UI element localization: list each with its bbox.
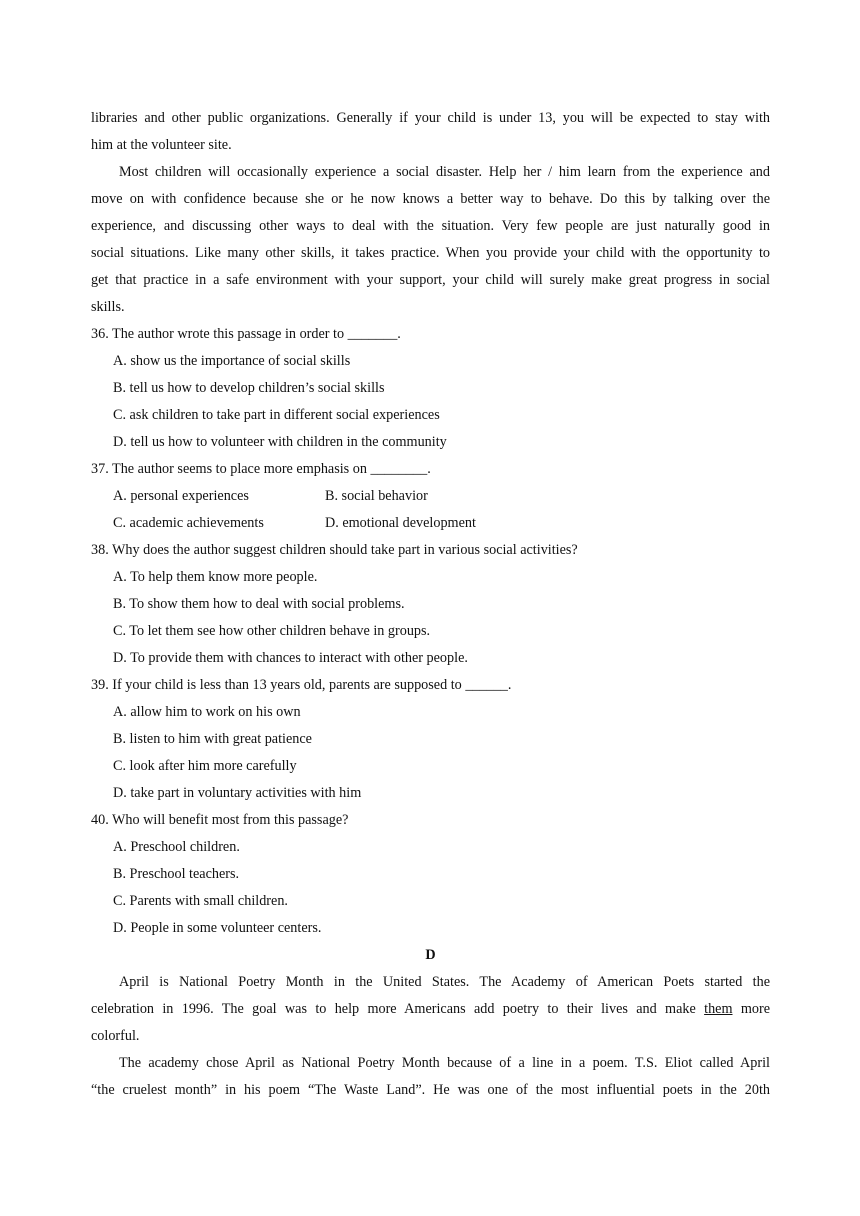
answer-option: A. Preschool children.: [113, 839, 240, 855]
answer-option: A. To help them know more people.: [113, 569, 318, 585]
answer-option: B. Preschool teachers.: [113, 866, 240, 882]
answer-option: B. tell us how to develop children’s social skills: [113, 380, 385, 396]
paragraph-line: him at the volunteer site.: [91, 137, 232, 153]
answer-option: C. academic achievements: [113, 515, 264, 531]
paragraph-line: [91, 996, 770, 1023]
answer-option: C. To let them see how other children behave in groups.: [113, 623, 431, 639]
question-37: [91, 456, 770, 537]
paragraph-line: social situations. Like many other skills, it takes practice. When you provide your child with the opportunity to: [91, 245, 770, 261]
paragraph-line: colorful.: [91, 1028, 140, 1044]
answer-option: C. Parents with small children.: [113, 893, 288, 909]
answer-option: C. look after him more carefully: [113, 758, 297, 774]
paragraph-line: move on with confidence because she or he now knows a better way to behave. Do this by talking over the: [91, 191, 770, 207]
section-heading: D: [425, 947, 436, 963]
answer-option: B. To show them how to deal with social problems.: [113, 596, 405, 612]
question-stem: 36. The author wrote this passage in order to _______.: [91, 326, 401, 342]
question-40: [91, 807, 770, 942]
answer-option: D. People in some volunteer centers.: [113, 920, 322, 936]
question-stem: 40. Who will benefit most from this passage?: [91, 812, 349, 828]
paragraph-line: skills.: [91, 299, 125, 315]
paragraph-line: April is National Poetry Month in the United States. The Academy of American Poets started the: [119, 974, 770, 990]
paragraph-line: experience, and discussing other ways to deal with the situation. Very few people are just naturally good in: [91, 218, 770, 234]
document-page: [91, 105, 770, 1104]
question-38: [91, 537, 770, 672]
underlined-word: them: [704, 1001, 733, 1017]
paragraph-line: get that practice in a safe environment with your support, your child will surely make great progress in social: [91, 272, 770, 288]
question-stem: 37. The author seems to place more emphasis on ________.: [91, 461, 431, 477]
answer-option: A. allow him to work on his own: [113, 704, 301, 720]
answer-option-row: [91, 510, 770, 537]
question-stem: 39. If your child is less than 13 years old, parents are supposed to ______.: [91, 677, 512, 693]
question-39: [91, 672, 770, 807]
answer-option: A. show us the importance of social skills: [113, 353, 351, 369]
answer-option: B. social behavior: [325, 488, 428, 504]
answer-option: D. emotional development: [325, 515, 476, 531]
passage-c-ending: [91, 105, 770, 321]
paragraph-line: Most children will occasionally experience a social disaster. Help her / him learn from the experience and: [119, 164, 770, 180]
question-36: [91, 321, 770, 456]
answer-option: D. tell us how to volunteer with children in the community: [113, 434, 447, 450]
answer-option: B. listen to him with great patience: [113, 731, 312, 747]
paragraph-line: The academy chose April as National Poetry Month because of a line in a poem. T.S. Eliot called April: [119, 1055, 770, 1071]
answer-option: A. personal experiences: [113, 488, 249, 504]
section-d: [91, 942, 770, 1104]
paragraph-line: “the cruelest month” in his poem “The Waste Land”. He was one of the most influential poets in the 20th: [91, 1082, 770, 1098]
answer-option: D. take part in voluntary activities with him: [113, 785, 362, 801]
text-segment: more: [732, 1001, 770, 1017]
answer-option-row: [91, 483, 770, 510]
question-stem: 38. Why does the author suggest children should take part in various social activities?: [91, 542, 578, 558]
text-segment: celebration in 1996. The goal was to help more Americans add poetry to their lives and make: [91, 1001, 705, 1017]
paragraph-line: libraries and other public organizations. Generally if your child is under 13, you will be expected to stay with: [91, 110, 770, 126]
answer-option: D. To provide them with chances to interact with other people.: [113, 650, 468, 666]
answer-option: C. ask children to take part in different social experiences: [113, 407, 440, 423]
